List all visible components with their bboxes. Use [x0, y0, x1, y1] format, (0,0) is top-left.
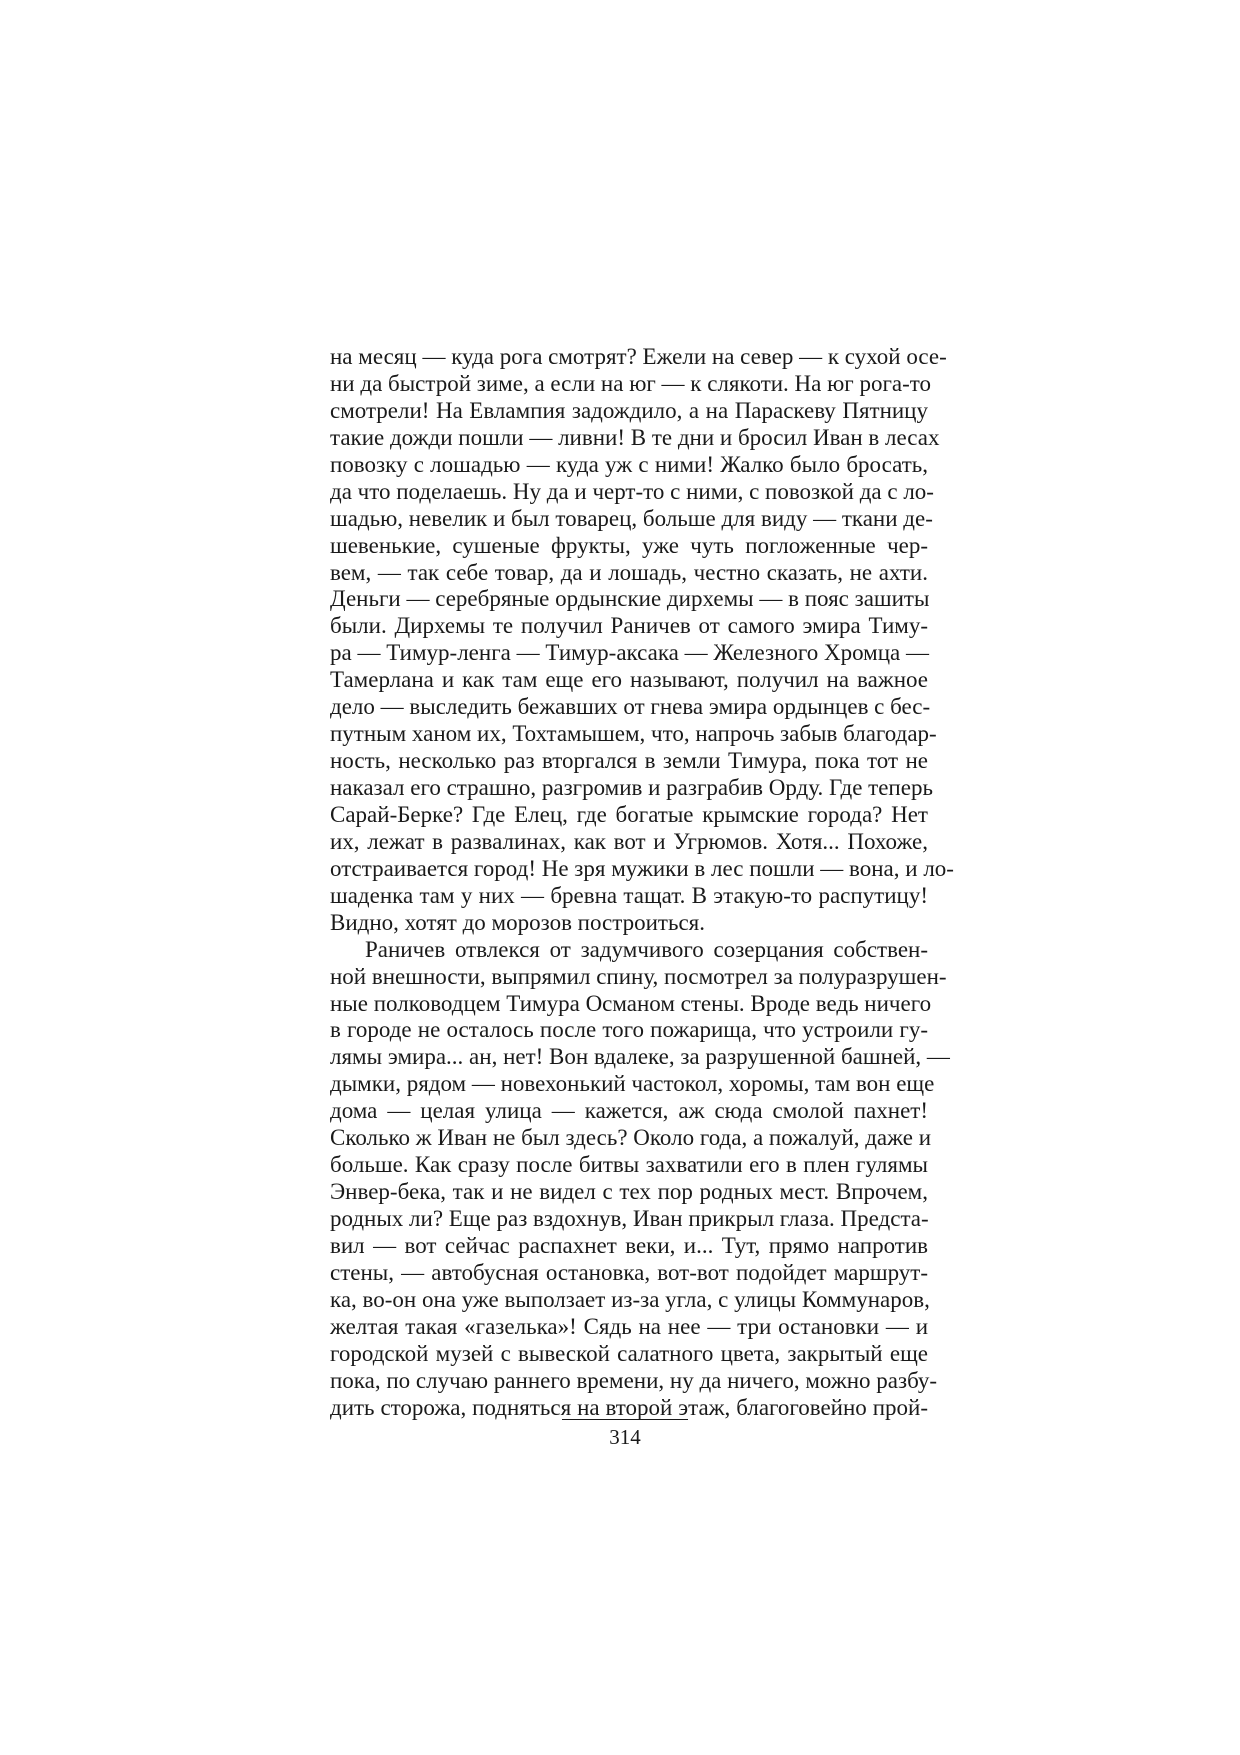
text-line: на месяц — куда рога смотрят? Ежели на север — к сухой осе-	[330, 344, 947, 369]
text-line: Деньги — серебряные ордынские дирхемы — в пояс зашиты	[330, 586, 930, 612]
text-line: да что поделаешь. Ну да и черт-то с ними, с повозкой да с ло-	[330, 478, 934, 504]
text-line: ра — Тимур-ленга — Тимур-аксака — Железного Хромца —	[330, 640, 929, 666]
text-line: лямы эмира... ан, нет! Вон вдалеке, за разрушенной башней, —	[330, 1044, 950, 1070]
body-text	[330, 344, 954, 1422]
text-line: отстраивается город! Не зря мужики в лес пошли — вона, и ло-	[330, 855, 954, 881]
text-line: стены, — автобусная остановка, вот-вот подойдет маршрут-	[330, 1259, 928, 1285]
text-line: Видно, хотят до морозов построиться.	[330, 909, 705, 935]
text-line: пока, по случаю раннего времени, ну да ничего, можно разбу-	[330, 1367, 938, 1393]
text-line: родных ли? Еще раз вздохнув, Иван прикрыл глаза. Предста-	[330, 1206, 929, 1231]
text-line: дело — выследить бежавших от гнева эмира ордынцев с бес-	[330, 694, 931, 720]
text-line: ность, несколько раз вторгался в земли Тимура, пока тот не	[330, 748, 928, 774]
paragraph	[330, 936, 950, 1422]
text-line: смотрели! На Евлампия задождило, а на Параскеву Пятницу	[330, 397, 928, 423]
text-line: ной внешности, выпрямил спину, посмотрел за полуразрушен-	[330, 963, 947, 989]
footer-rule	[562, 1419, 688, 1420]
text-line: больше. Как сразу после битвы захватили его в плен гулямы	[330, 1152, 928, 1178]
text-line: вем, — так себе товар, да и лошадь, честно сказать, не ахти.	[330, 559, 928, 585]
text-line: желтая такая «газелька»! Сядь на нее — три остановки — и	[330, 1313, 928, 1339]
text-line: вил — вот сейчас распахнет веки, и... Тут, прямо напротив	[330, 1232, 928, 1258]
text-line: дить сторожа, подняться на второй этаж, благоговейно прой-	[330, 1394, 928, 1420]
page-number: 314	[609, 1425, 641, 1449]
text-line: Тамерлана и как там еще его называют, получил на важное	[330, 667, 928, 693]
text-line: дома — целая улица — кажется, аж сюда смолой пахнет!	[330, 1098, 928, 1124]
text-line: дымки, рядом — новехонький частокол, хоромы, там вон еще	[330, 1071, 935, 1097]
text-line: в городе не осталось после того пожарища, что устроили гу-	[330, 1017, 928, 1043]
text-line: такие дожди пошли — ливни! В те дни и бросил Иван в лесах	[330, 424, 940, 450]
text-line: городской музей с вывеской салатного цвета, закрытый еще	[330, 1340, 928, 1366]
text-line: были. Дирхемы те получил Раничев от самого эмира Тиму-	[330, 613, 928, 639]
text-line: Сарай-Берке? Где Елец, где богатые крымские города? Нет	[330, 801, 928, 827]
text-line: их, лежат в развалинах, как вот и Угрюмов. Хотя... Похоже,	[330, 828, 928, 854]
text-line: шадью, невелик и был товарец, больше для виду — ткани де-	[330, 505, 933, 531]
text-line: повозку с лошадью — куда уж с ними! Жалко было бросать,	[330, 451, 928, 477]
text-line: Сколько ж Иван не был здесь? Около года, а пожалуй, даже и	[330, 1125, 931, 1151]
text-line: наказал его страшно, разгромив и разграбив Орду. Где теперь	[330, 775, 933, 800]
text-line: шаденка там у них — бревна тащат. В этакую-то распутицу!	[330, 882, 928, 908]
text-line: ни да быстрой зиме, а если на юг — к слякоти. На юг рога-то	[330, 370, 932, 396]
text-line: путным ханом их, Тохтамышем, что, напрочь забыв благодар-	[330, 721, 937, 747]
paragraph	[330, 344, 954, 937]
text-line: Раничев отвлекся от задумчивого созерцания собствен-	[365, 936, 928, 962]
text-line: шевенькие, сушеные фрукты, уже чуть погложенные чер-	[330, 532, 928, 558]
text-line: ные полководцем Тимура Османом стены. Вроде ведь ничего	[330, 990, 932, 1016]
text-line: Энвер-бека, так и не видел с тех пор родных мест. Впрочем,	[330, 1179, 928, 1205]
text-line: ка, во-он она уже выползает из-за угла, с улицы Коммунаров,	[330, 1286, 930, 1312]
